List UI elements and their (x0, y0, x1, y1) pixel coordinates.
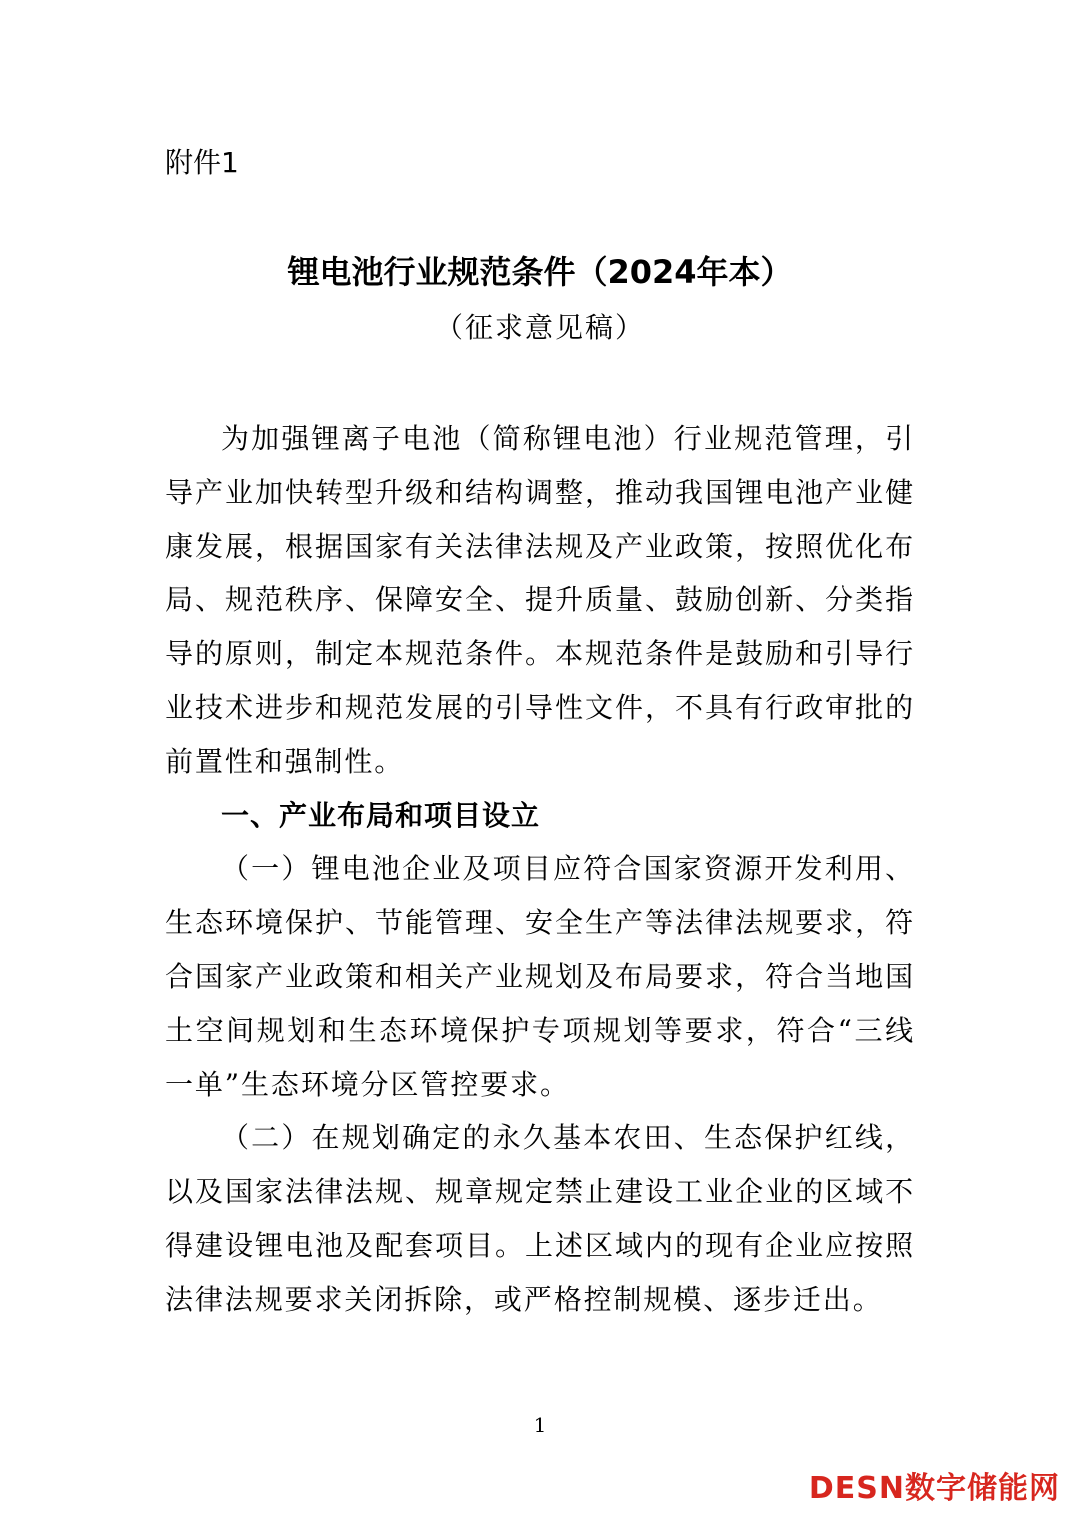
section-heading: 一、产业布局和项目设立 (221, 798, 541, 832)
intro-paragraph: 为加强锂离子电池（简称锂电池）行业规范管理，引导产业加快转型升级和结构调整，推动我国锂电池产业健康发展，根据国家有关法律法规及产业政策，按照优化布局、规范秩序、保障安全、提升质量、鼓励创新、分类指导的原则，制定本规范条件。本规范条件是鼓励和引导行业技术进步和规范发展的引导性文件，不具有行政审批的前置性和强制性。 (165, 422, 915, 778)
attachment-label: 附件1 (165, 146, 239, 179)
document-subtitle: （征求意见稿） (434, 311, 645, 344)
clause-paragraph-1: （一）锂电池企业及项目应符合国家资源开发利用、生态环境保护、节能管理、安全生产等法律法规要求，符合国家产业政策和相关产业规划及布局要求，符合当地国土空间规划和生态环境保护专项规划等要求，符合“三线一单”生态环境分区管控要求。 (165, 852, 915, 1101)
watermark-logo: DESN数字储能网 (808, 1471, 1060, 1506)
page-number: 1 (533, 1413, 547, 1437)
clause-paragraph-2: （二）在规划确定的永久基本农田、生态保护红线，以及国家法律法规、规章规定禁止建设工业企业的区域不得建设锂电池及配套项目。上述区域内的现有企业应按照法律法规要求关闭拆除，或严格控制规模、逐步迁出。 (165, 1121, 915, 1316)
document-title: 锂电池行业规范条件（2024年本） (287, 253, 793, 291)
document-body (165, 412, 915, 1327)
